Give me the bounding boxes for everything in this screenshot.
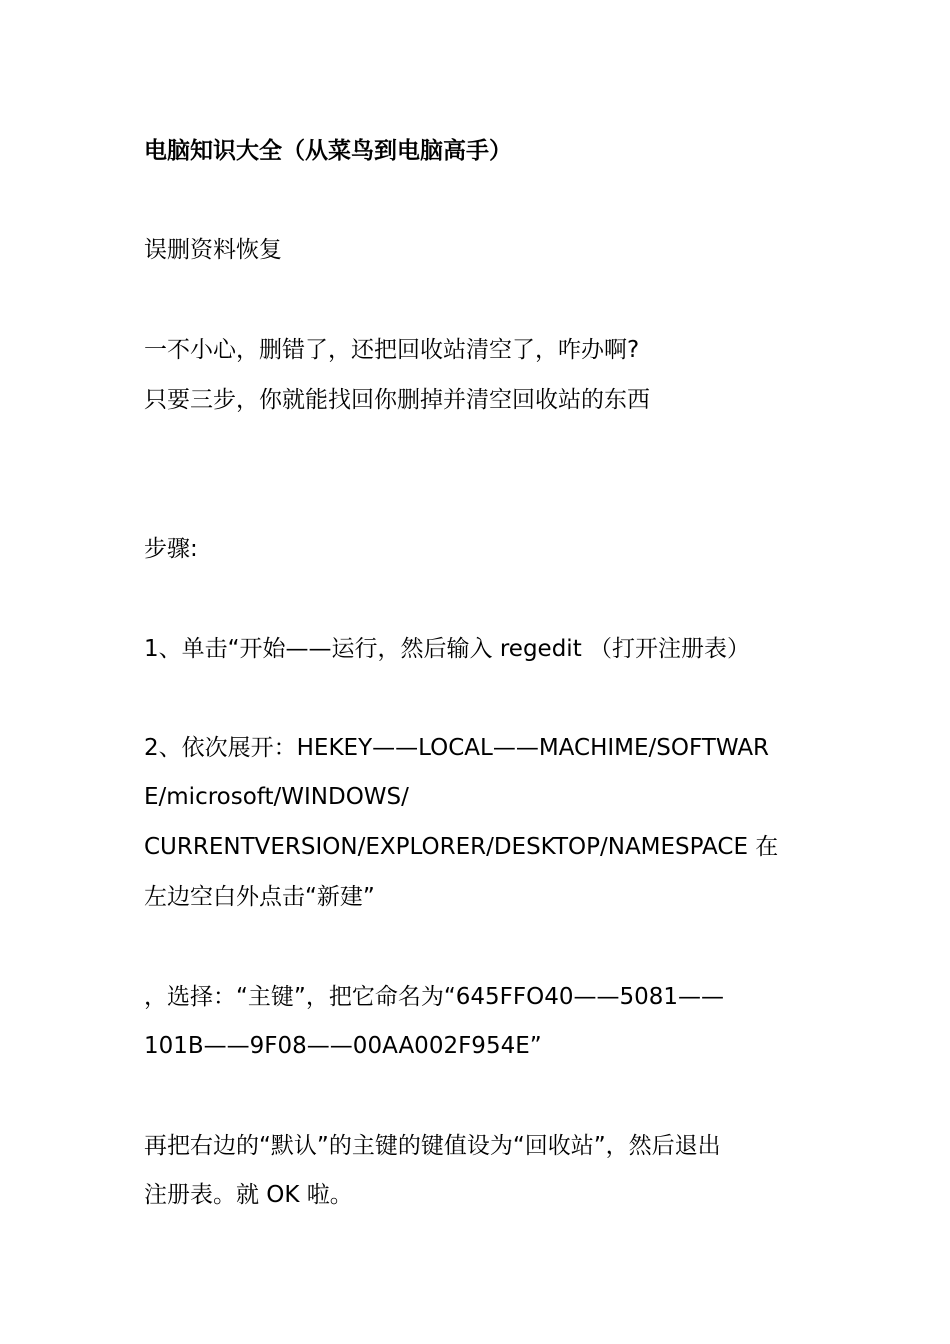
step-2-line-1: 2、依次展开：HEKEY——LOCAL——MACHIME/SOFTWAR (144, 735, 770, 761)
intro-line-1: 一不小心，删错了，还把回收站清空了，咋办啊? (144, 337, 640, 363)
intro-line-2: 只要三步，你就能找回你删掉并清空回收站的东西 (144, 387, 650, 413)
step-1: 1、单击“开始——运行，然后输入 regedit （打开注册表） (144, 636, 751, 662)
step-3-line-1: 再把右边的“默认”的主键的键值设为“回收站”，然后退出 (144, 1133, 721, 1159)
step-2b-line-2: 101B——9F08——00AA002F954E” (144, 1033, 542, 1059)
steps-label: 步骤: (144, 536, 198, 562)
step-2-line-4: 左边空白外点击“新建” (144, 884, 375, 910)
section-heading: 误删资料恢复 (144, 237, 282, 263)
step-2-line-2: E/microsoft/WINDOWS/ (144, 784, 409, 810)
step-3-line-2: 注册表。就 OK 啦。 (144, 1182, 353, 1208)
step-2b-line-1: ，选择：“主键”，把它命名为“645FFO40——5081—— (144, 984, 725, 1010)
document-title: 电脑知识大全（从菜鸟到电脑高手） (144, 138, 512, 164)
step-2-line-3: CURRENTVERSION/EXPLORER/DESKTOP/NAMESPACE 在 (144, 834, 779, 860)
